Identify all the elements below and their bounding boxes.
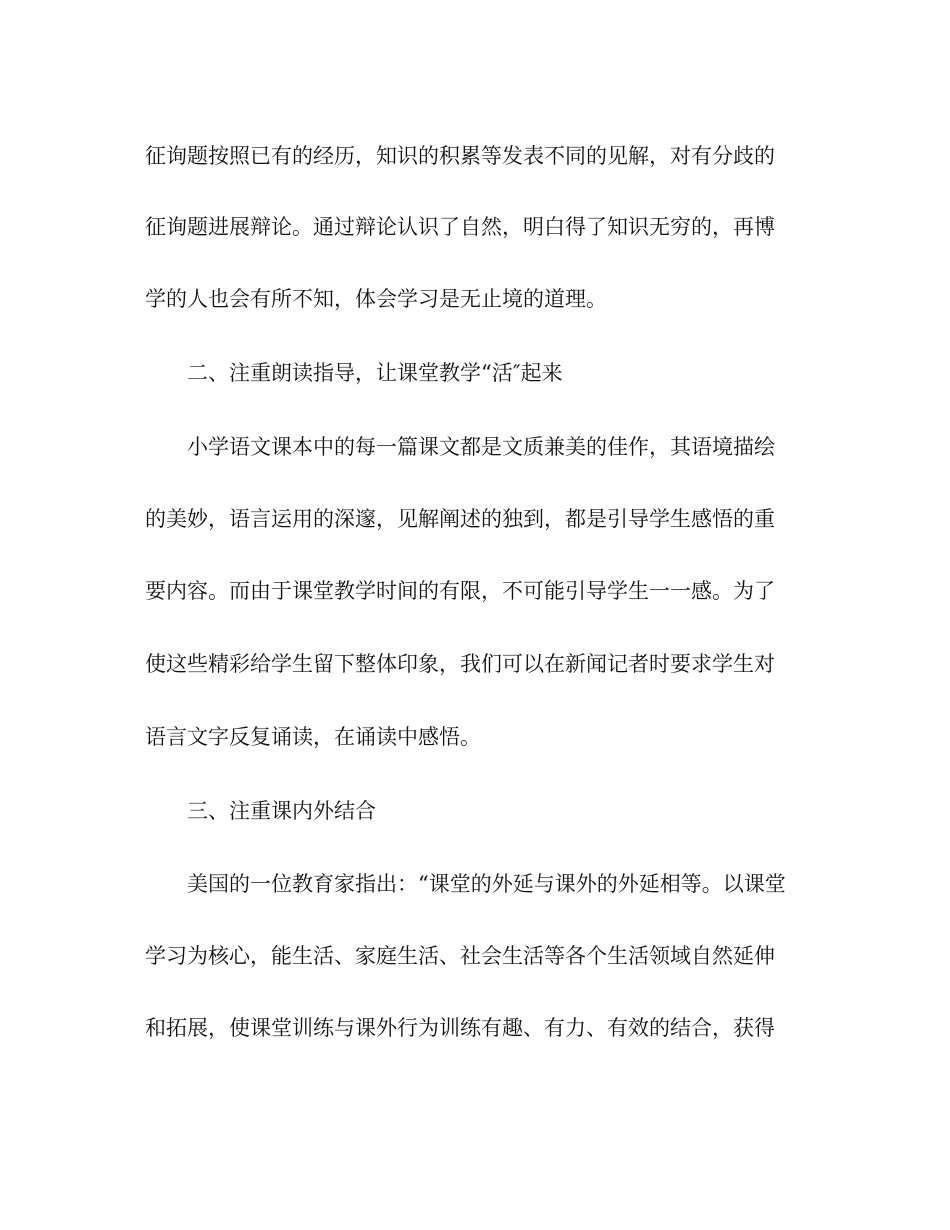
section-heading: 二、注重朗读指导，让课堂教学“活″起来 xyxy=(187,361,563,385)
paragraph-line: 学习为核心，能生活、家庭生活、社会生活等各个生活领域自然延伸 xyxy=(145,944,775,968)
paragraph-line: 征询题按照已有的经历，知识的积累等发表不同的见解，对有分歧的 xyxy=(145,144,775,168)
paragraph-line: 要内容。而由于课堂教学时间的有限，不可能引导学生一一感。为了 xyxy=(145,579,775,603)
paragraph-line: 和拓展，使课堂训练与课外行为训练有趣、有力、有效的结合，获得 xyxy=(145,1016,775,1040)
paragraph-line: 征询题进展辩论。通过辩论认识了自然，明白得了知识无穷的，再博 xyxy=(145,215,775,239)
paragraph-line: 小学语文课本中的每一篇课文都是文质兼美的佳作，其语境描绘 xyxy=(187,435,775,459)
paragraph-line: 学的人也会有所不知，体会学习是无止境的道理。 xyxy=(145,287,607,311)
section-heading: 三、注重课内外结合 xyxy=(187,799,376,823)
paragraph-line: 使这些精彩给学生留下整体印象，我们可以在新闻记者时要求学生对 xyxy=(145,652,775,676)
paragraph-line: 美国的一位教育家指出：“课堂的外延与课外的外延相等。以课堂 xyxy=(187,872,786,896)
paragraph-line: 的美妙，语言运用的深邃，见解阐述的独到，都是引导学生感悟的重 xyxy=(145,507,775,531)
paragraph-line: 语言文字反复诵读，在诵读中感悟。 xyxy=(145,725,481,749)
